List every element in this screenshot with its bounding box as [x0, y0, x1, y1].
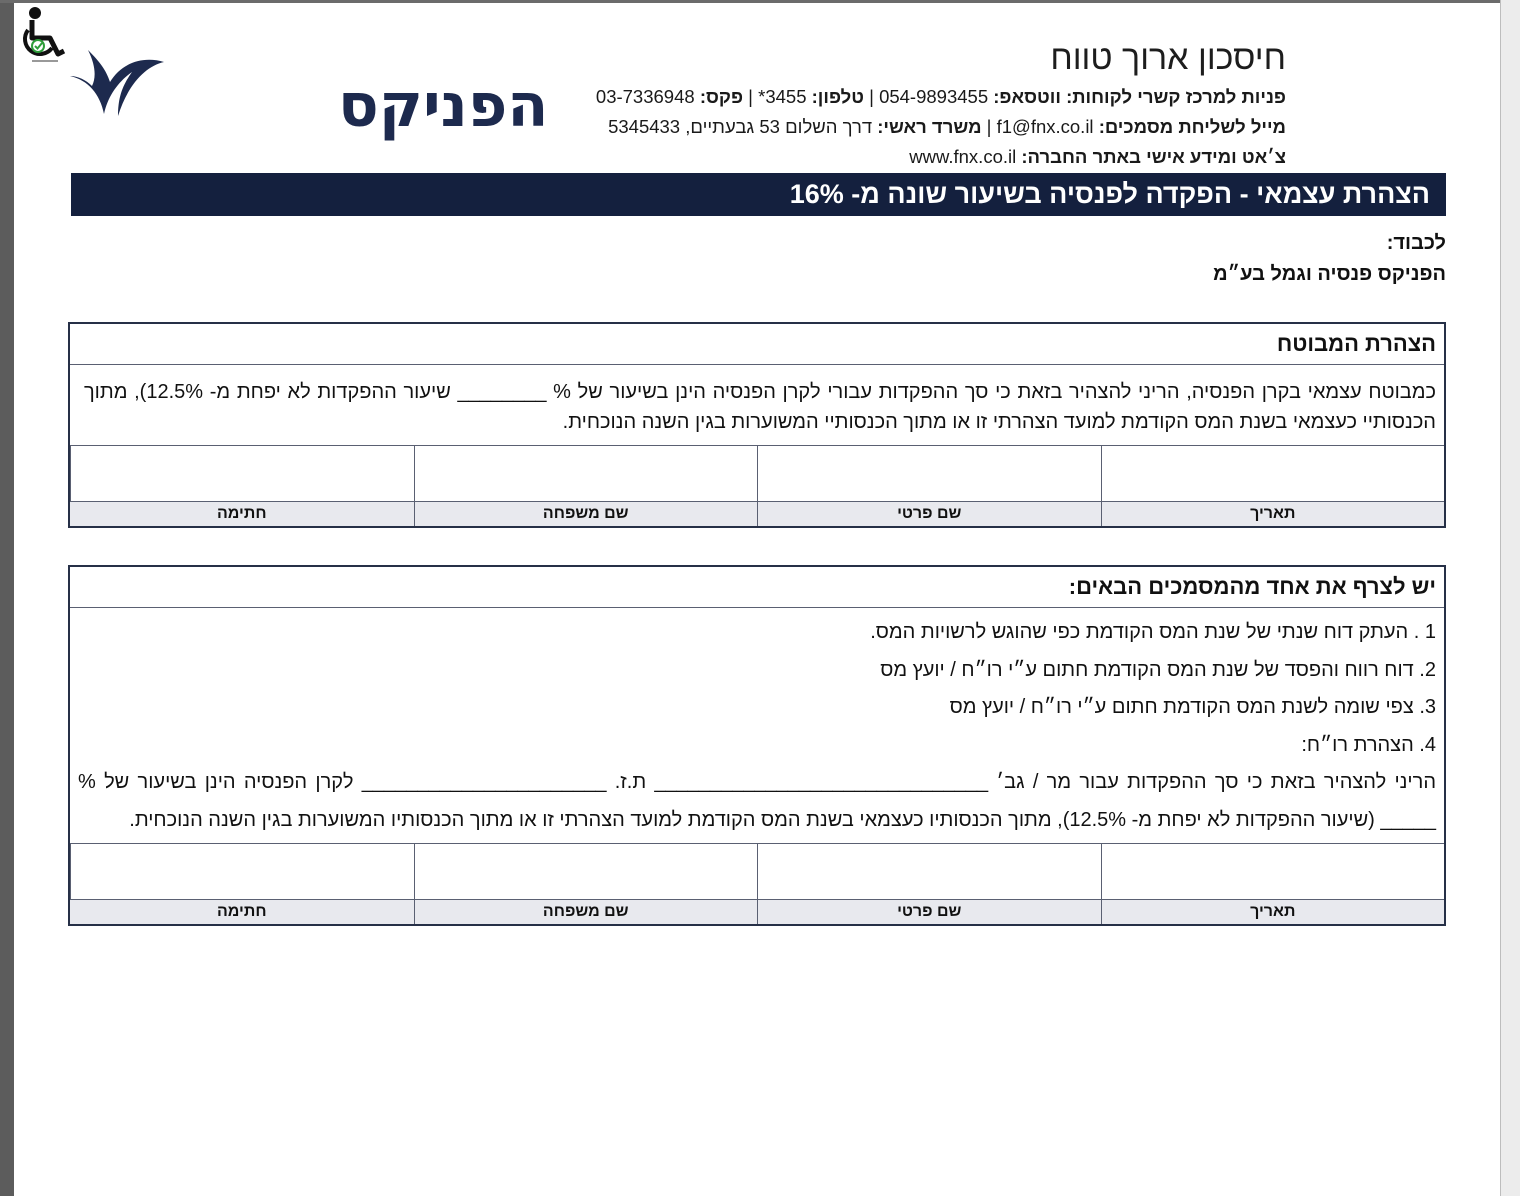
- fax-number: 03-7336948: [595, 86, 695, 107]
- date-field[interactable]: [1101, 446, 1445, 501]
- required-documents-section: [68, 565, 1446, 926]
- section-title: יש לצרף את אחד מהמסמכים הבאים:: [70, 567, 1444, 608]
- website-link[interactable]: www.fnx.co.il: [909, 146, 1017, 167]
- recipient-block: [1000, 228, 1446, 290]
- whatsapp-number[interactable]: 054-9893455: [879, 86, 989, 107]
- first-name-field[interactable]: [757, 446, 1101, 501]
- signature-label: חתימה: [70, 501, 414, 526]
- logo-text: הפניקס: [338, 71, 549, 141]
- office-address: דרך השלום 53 גבעתיים, 5345433: [608, 116, 873, 137]
- signature-label: חתימה: [70, 899, 414, 924]
- documents-list: [70, 608, 1444, 843]
- list-item: 3. צפי שומה לשנת המס הקודמת חתום ע״י רו״ח / יועץ מס: [949, 696, 1436, 718]
- phone-number[interactable]: 3455*: [758, 86, 807, 107]
- company-header: [470, 34, 1286, 172]
- recipient-label: לכבוד:: [1386, 232, 1446, 254]
- viewer-scrollbar[interactable]: [1500, 0, 1520, 1196]
- email-label: מייל לשליחת מסמכים:: [1098, 116, 1286, 137]
- last-name-field[interactable]: [414, 446, 758, 501]
- contact-line-1: פניות למרכז קשרי לקוחות: ווטסאפ: 054-9893455 | טלפון: 3455* | פקס: 03-7336948: [595, 86, 1286, 107]
- first-name-field[interactable]: [757, 844, 1101, 899]
- company-logo: [66, 42, 549, 141]
- recipient-name: הפניקס פנסיה וגמל בע״מ: [1213, 263, 1446, 285]
- phone-label: טלפון:: [811, 86, 864, 107]
- contact-center-label: פניות למרכז קשרי לקוחות:: [1066, 86, 1286, 107]
- list-item: 1 . העתק דוח שנתי של שנת המס הקודמת כפי שהוגש לרשויות המס.: [870, 621, 1436, 643]
- signature-field[interactable]: [70, 844, 414, 899]
- signature-fields: [70, 445, 1444, 526]
- form-title-banner: הצהרת עצמאי - הפקדה לפנסיה בשיעור שונה מ- 16%: [71, 173, 1446, 216]
- last-name-label: שם משפחה: [414, 899, 758, 924]
- list-item: 2. דוח רווח והפסד של שנת המס הקודמת חתום ע״י רו״ח / יועץ מס: [880, 658, 1436, 681]
- date-label: תאריך: [1101, 899, 1445, 924]
- office-label: משרד ראשי:: [877, 116, 982, 137]
- contact-line-2: מייל לשליחת מסמכים: f1@fnx.co.il | משרד ראשי: דרך השלום 53 גבעתיים, 5345433: [608, 116, 1286, 137]
- insured-declaration-section: [68, 322, 1446, 528]
- email-address[interactable]: f1@fnx.co.il: [996, 116, 1094, 137]
- page-title: חיסכון ארוך טווח: [1050, 39, 1286, 77]
- whatsapp-label: ווטסאפ:: [993, 86, 1061, 107]
- last-name-label: שם משפחה: [414, 501, 758, 526]
- date-label: תאריך: [1101, 501, 1445, 526]
- declaration-paragraph: כמבוטח עצמאי בקרן הפנסיה, הריני להצהיר בזאת כי סך ההפקדות עבורי לקרן הפנסיה הינן בשיעור של % ________ שיעור ההפקדות לא יפחת מ- 12.5%), מתוך הכנסותיי כעצמאי בשנת המס הקודמת למועד הצהרתי זו או מתוך הכנסותיי המשוערות בגין השנה הנוכחית.: [84, 381, 1436, 433]
- website-label: צ׳אט ומידע אישי באתר החברה:: [1021, 146, 1286, 167]
- fax-label: פקס:: [699, 86, 744, 107]
- accountant-declaration: הריני להצהיר בזאת כי סך ההפקדות עבור מר / גב׳ ______________________________ ת.ז. ______________________ לקרן הפנסיה הינן בשיעור של % _____ (שיעור ההפקדות לא יפחת מ- 12.5%), מתוך הכנסותיו כעצמאי בשנת המס הקודמת למועד הצהרתי זו או מתוך הכנסותיו המשוערות בגין השנה הנוכחית.: [78, 771, 1436, 831]
- declaration-text: [70, 365, 1444, 445]
- signature-field[interactable]: [70, 446, 414, 501]
- contact-line-3: [470, 142, 1286, 172]
- last-name-field[interactable]: [414, 844, 758, 899]
- section-title: הצהרת המבוטח: [70, 324, 1444, 365]
- date-field[interactable]: [1101, 844, 1445, 899]
- first-name-label: שם פרטי: [757, 501, 1101, 526]
- list-item: 4. הצהרת רו״ח:: [1301, 733, 1436, 756]
- first-name-label: שם פרטי: [757, 899, 1101, 924]
- phoenix-wing-logo: [66, 42, 549, 141]
- signature-fields: [70, 843, 1444, 924]
